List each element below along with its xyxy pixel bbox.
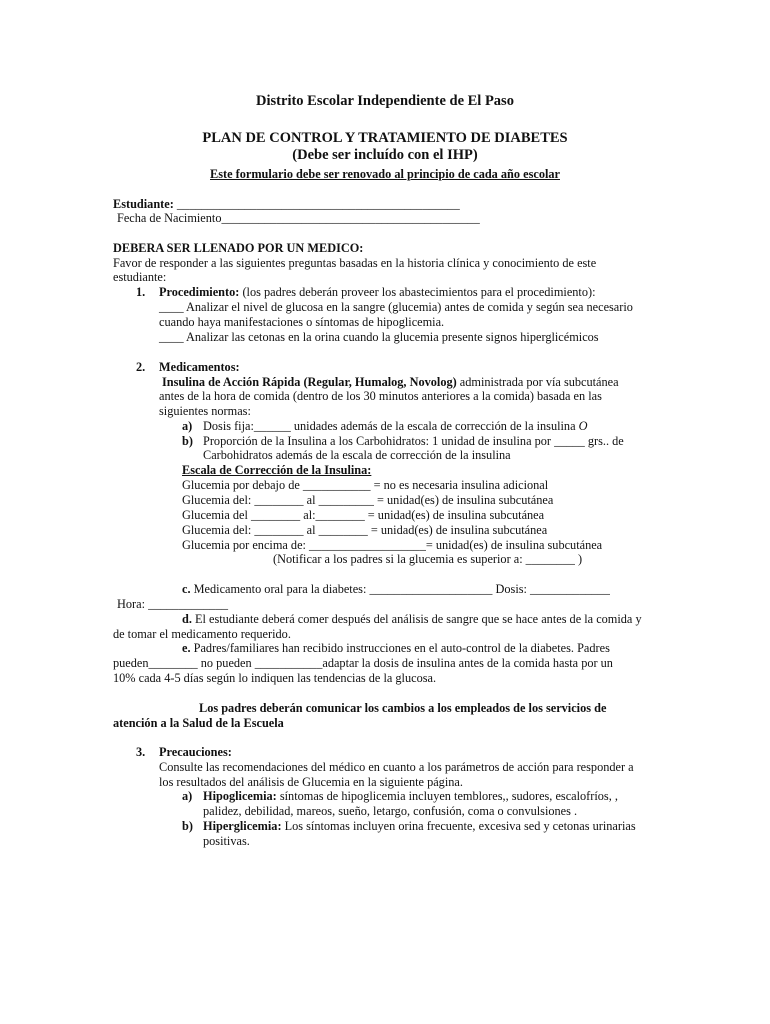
- glucose-check-option[interactable]: ____ Analizar el nivel de glucosa en la sangre (glucemia) antes de comida y según sea necesario: [159, 300, 633, 314]
- physician-intro-2: estudiante:: [113, 270, 167, 284]
- option-d-label: d.: [182, 612, 192, 626]
- correction-scale-title: Escala de Corrección de la Insulina:: [182, 463, 372, 477]
- section-1-title: [159, 285, 596, 300]
- form-title: PLAN DE CONTROL Y TRATAMIENTO DE DIABETES: [202, 130, 568, 146]
- option-e-cont: 10% cada 4-5 días según lo indiquen las tendencias de la glucosa.: [113, 671, 437, 685]
- section-2-number: 2.: [136, 360, 146, 374]
- hypo-label-letter: a): [182, 789, 193, 803]
- dob-blank[interactable]: __________________________________________: [221, 211, 480, 225]
- option-a-label: a): [182, 419, 193, 433]
- option-d-cont: de tomar el medicamento requerido.: [113, 627, 291, 641]
- option-d-text: El estudiante deberá comer después del análisis de sangre que se hace antes de la comida y: [191, 612, 642, 626]
- parents-notice-2: atención a la Salud de la Escuela: [113, 716, 284, 730]
- hyperglycemia-cont: positivas.: [203, 834, 250, 848]
- hyperglycemia-line: [203, 819, 636, 834]
- parents-adjust-field[interactable]: pueden________ no pueden ___________adaptar la dosis de insulina antes de la comida hasta por un: [113, 656, 613, 670]
- correction-row-1[interactable]: Glucemia del: ________ al _________ = unidad(es) de insulina subcutánea: [182, 493, 554, 507]
- hypoglycemia-label: Hipoglicemia:: [203, 789, 277, 803]
- precautions-line-2: los resultados del análisis de Glucemia en la siguiente página.: [159, 775, 463, 789]
- correction-row-3[interactable]: Glucemia del: ________ al ________ = unidad(es) de insulina subcutánea: [182, 523, 548, 537]
- insulin-line-3: siguientes normas:: [159, 404, 251, 418]
- option-d-line: [182, 612, 642, 627]
- hora-field[interactable]: Hora: _____________: [117, 597, 229, 611]
- correction-row-above[interactable]: Glucemia por encima de: ___________________= unidad(es) de insulina subcutánea: [182, 538, 603, 552]
- student-name-field[interactable]: [113, 197, 460, 212]
- hyperglycemia-text: Los síntomas incluyen orina frecuente, excesiva sed y cetonas urinarias: [281, 819, 636, 833]
- dob-label: Fecha de Nacimiento: [117, 211, 222, 225]
- district-title: Distrito Escolar Independiente de El Paso: [256, 93, 514, 109]
- fixed-dose-field[interactable]: [203, 419, 588, 434]
- correction-row-below[interactable]: Glucemia por debajo de ___________ = no es necesaria insulina adicional: [182, 478, 549, 492]
- fixed-dose-text[interactable]: Dosis fija:______ unidades además de la escala de corrección de la insulina: [203, 419, 579, 433]
- procedure-label: Procedimiento:: [159, 285, 240, 299]
- procedure-desc: (los padres deberán proveer los abastecimientos para el procedimiento):: [239, 285, 596, 299]
- option-e-text: Padres/familiares han recibido instrucciones en el auto-control de la diabetes. Padres: [190, 641, 610, 655]
- precautions-line-1: Consulte las recomendaciones del médico en cuanto a los parámetros de acción para responder a: [159, 760, 634, 774]
- oral-medication-text[interactable]: Medicamento oral para la diabetes: ____________________ Dosis: _____________: [190, 582, 610, 596]
- section-3-title: Precauciones:: [159, 745, 232, 759]
- dob-field[interactable]: [117, 211, 480, 226]
- physician-heading: DEBERA SER LLENADO POR UN MEDICO:: [113, 241, 364, 255]
- option-e-line: [182, 641, 610, 656]
- parent-notify-threshold[interactable]: (Notificar a los padres si la glucemia es superior a: ________ ): [273, 552, 583, 566]
- renewal-note: Este formulario debe ser renovado al principio de cada año escolar: [210, 167, 560, 181]
- hypoglycemia-line: [203, 789, 618, 804]
- carb-ratio-cont: Carbohidratos además de la escala de corrección de la insulina: [203, 448, 511, 462]
- hyperglycemia-label: Hiperglicemia:: [203, 819, 282, 833]
- carb-ratio-field[interactable]: Proporción de la Insulina a los Carbohidratos: 1 unidad de insulina por _____ grs.. de: [203, 434, 624, 448]
- hypoglycemia-cont: palidez, debilidad, mareos, sueño, letargo, confusión, coma o convulsiones .: [203, 804, 578, 818]
- hypoglycemia-text: síntomas de hipoglicemia incluyen temblores,, sudores, escalofríos, ,: [276, 789, 618, 803]
- physician-intro-1: Favor de responder a las siguientes preguntas basadas en la historia clínica y conocimiento de este: [113, 256, 597, 270]
- parents-notice-1: Los padres deberán comunicar los cambios a los empleados de los servicios de: [199, 701, 607, 715]
- oral-medication-field[interactable]: [182, 582, 610, 597]
- option-b-label: b): [182, 434, 193, 448]
- insulin-route: administrada por vía subcutánea: [456, 375, 619, 389]
- option-e-label: e.: [182, 641, 191, 655]
- insulin-type: Insulina de Acción Rápida (Regular, Humalog, Novolog): [162, 375, 457, 389]
- student-name-blank[interactable]: ______________________________________________: [176, 197, 460, 211]
- insulin-line-2: antes de la hora de comida (dentro de los 30 minutos anteriores a la comida) basada en las: [159, 389, 602, 403]
- insulin-line-1: [162, 375, 619, 390]
- section-1-number: 1.: [136, 285, 146, 299]
- ketone-check-option[interactable]: ____ Analizar las cetonas en la orina cuando la glucemia presente signos hiperglicémicos: [159, 330, 599, 344]
- glucose-check-option-cont: cuando haya manifestaciones o síntomas de hipoglicemia.: [159, 315, 445, 329]
- correction-row-2[interactable]: Glucemia del ________ al:________ = unidad(es) de insulina subcutánea: [182, 508, 545, 522]
- form-subtitle: (Debe ser incluído con el IHP): [292, 147, 478, 163]
- section-3-number: 3.: [136, 745, 146, 759]
- hyper-label-letter: b): [182, 819, 193, 833]
- option-c-label: c.: [182, 582, 191, 596]
- student-name-label: Estudiante:: [113, 197, 174, 211]
- option-or: O: [578, 419, 588, 433]
- section-2-title: Medicamentos:: [159, 360, 240, 374]
